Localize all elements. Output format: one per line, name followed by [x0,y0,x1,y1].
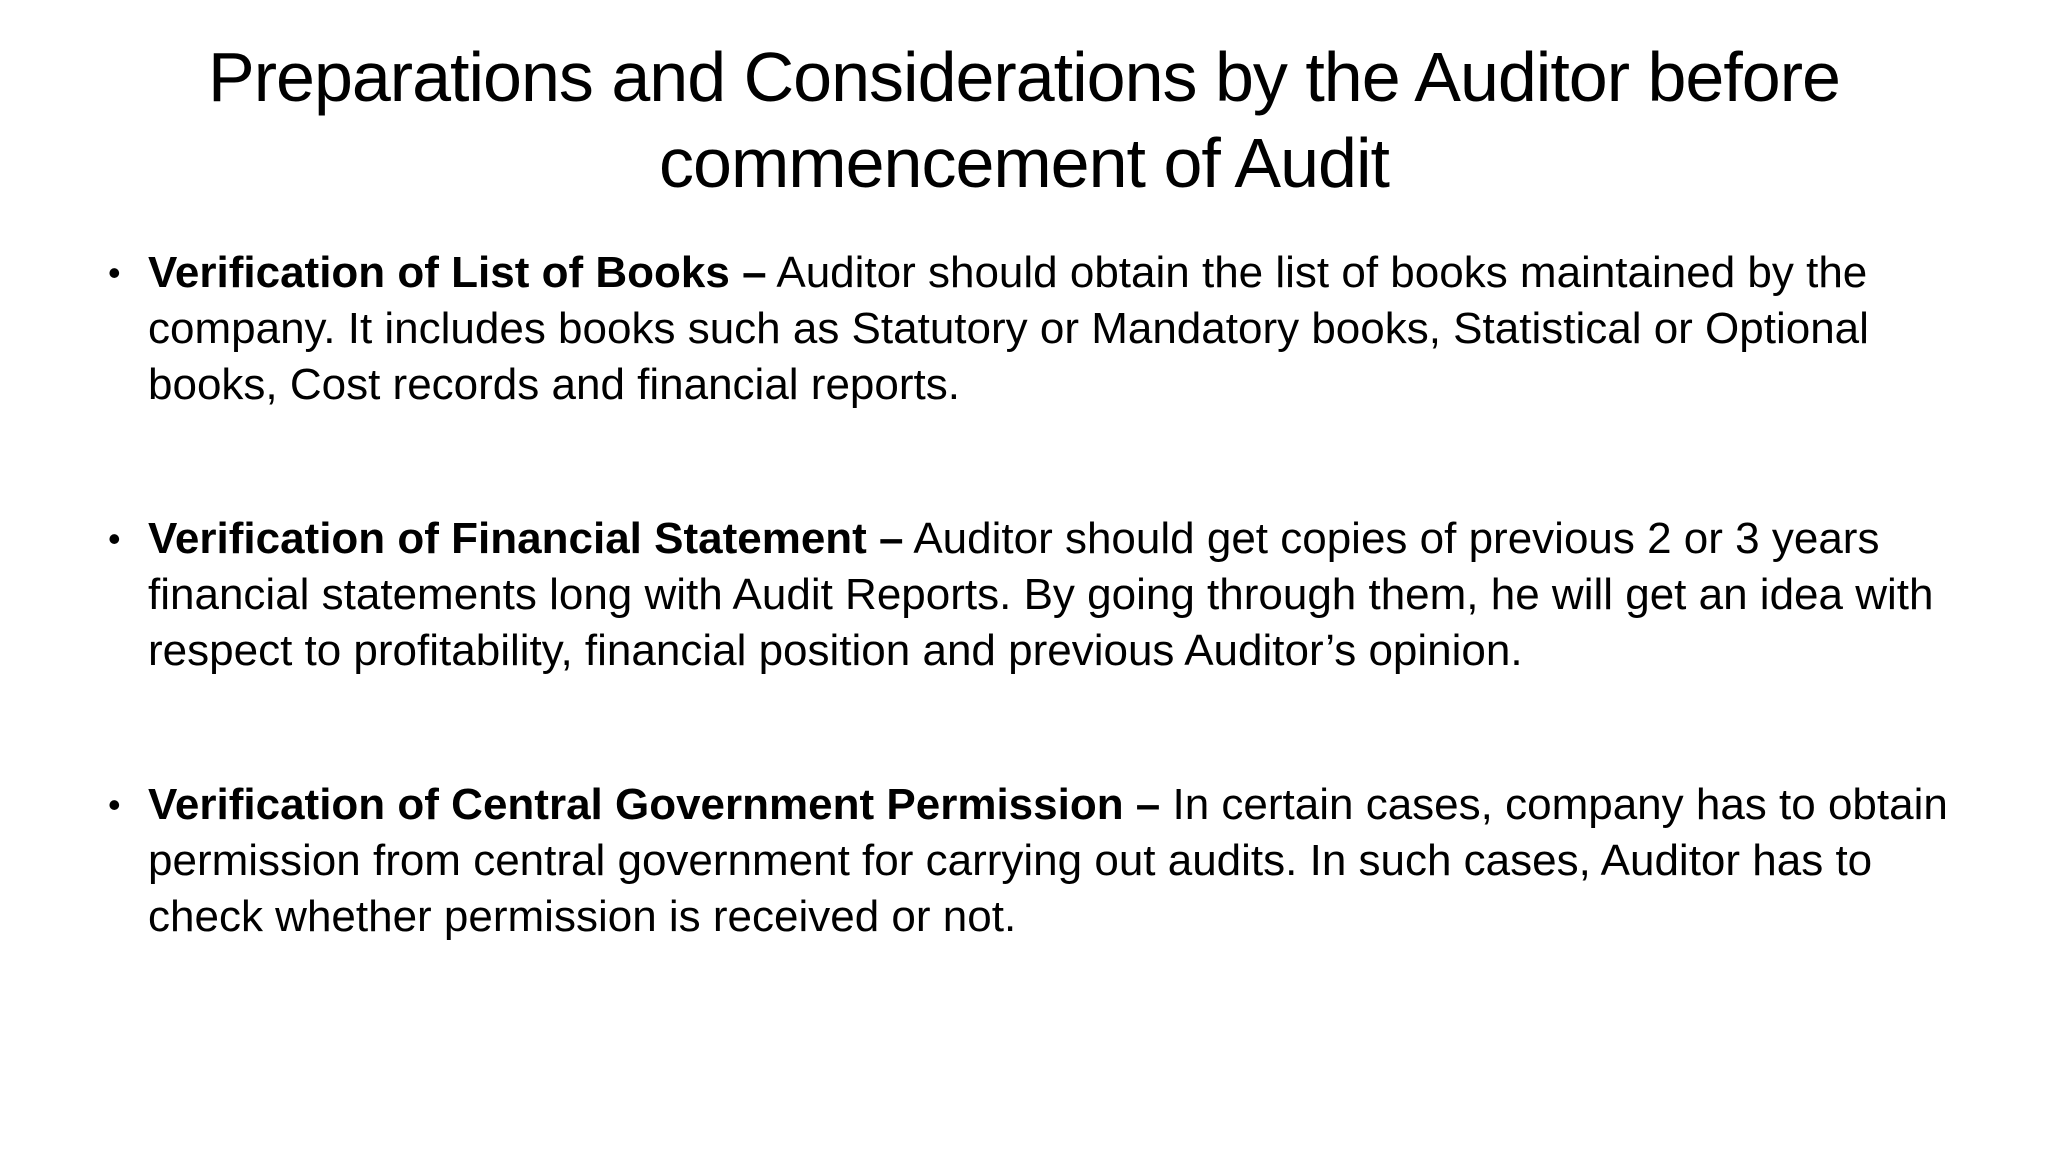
bullet-text: In certain cases, company has to obtain permission from central government for carrying out audits. In such cases, Auditor has to check whether permission is received or not. [148,780,1948,941]
bullet-icon: • [108,252,121,293]
bullet-item-financial-statement [108,511,1968,679]
bullet-icon: • [108,518,121,559]
slide-title: Preparations and Considerations by the Auditor before commencement of Audit [208,38,1840,202]
bullet-icon: • [108,784,121,825]
bullet-list [108,245,1968,945]
bullet-heading: Verification of Financial Statement – [148,514,904,563]
bullet-heading: Verification of List of Books – [148,248,767,297]
bullet-item-list-of-books [108,245,1968,413]
bullet-heading: Verification of Central Government Permission – [148,780,1161,829]
bullet-text: Auditor should obtain the list of books maintained by the company. It includes books such as Statutory or Mandatory books, Statistical or Optional books, Cost records and financial reports. [148,248,1869,409]
bullet-text: Auditor should get copies of previous 2 or 3 years financial statements long with Audit Reports. By going through them, he will get an idea with respect to profitability, financial position and previous Auditor’s opinion. [148,514,1934,675]
bullet-item-central-government-permission [108,777,1968,945]
